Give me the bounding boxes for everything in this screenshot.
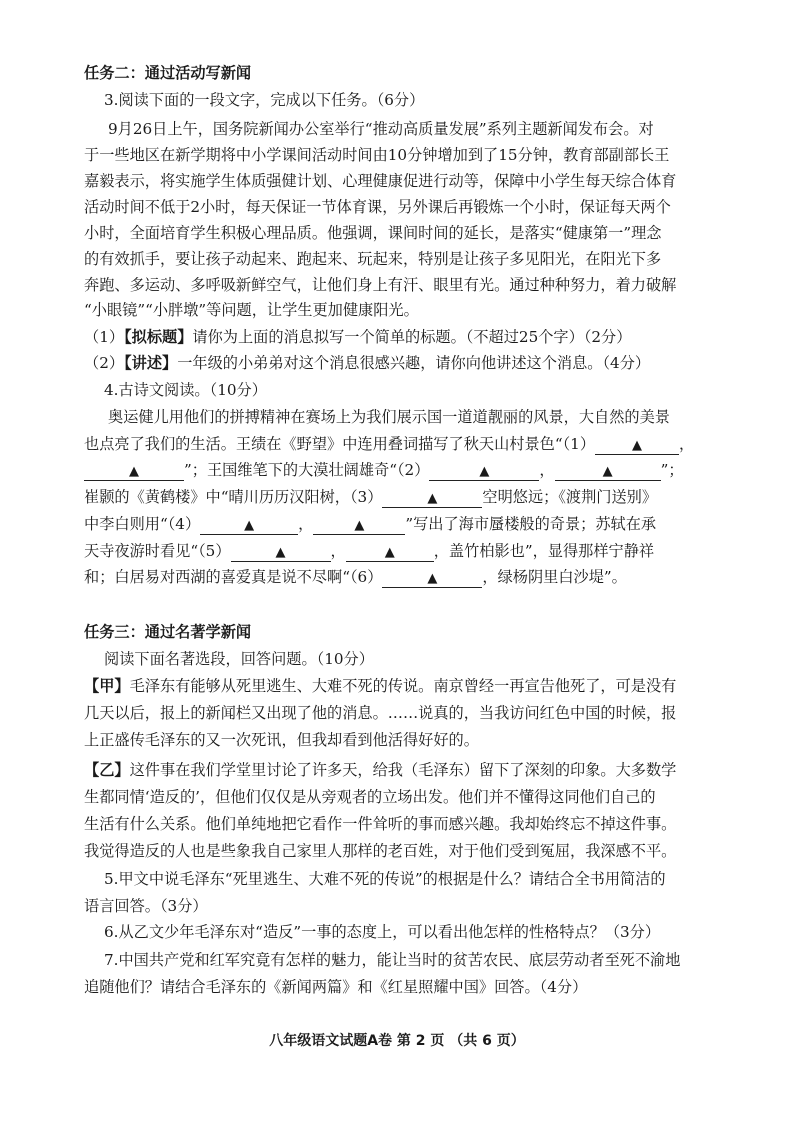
poem-text: ”写出了海市蜃楼般的奇景；苏轼在承	[405, 515, 657, 533]
answer-blank-3[interactable]	[382, 489, 482, 508]
poem-line	[84, 541, 654, 562]
poem-text: ”；	[660, 461, 684, 479]
question-text: 请你为上面的消息拟写一个简单的标题。（不超过25个字）（2分）	[192, 328, 632, 346]
answer-blank-4a[interactable]	[200, 516, 298, 535]
triangle-icon: ▲	[479, 464, 490, 479]
news-line: 的有效抓手，要让孩子动起来、跑起来、玩起来，特别是让孩子多见阳光，在阳光下多	[84, 250, 662, 268]
poem-text: ，盖竹柏影也”，显得那样宁静祥	[433, 542, 655, 560]
news-line: 奔跑、多运动、多呼吸新鲜空气，让他们身上有汗、眼里有光。通过种种努力，着力破解	[84, 276, 677, 294]
poem-text: ，	[679, 435, 695, 453]
poem-text: 也点亮了我们的生活。王绩在《野望》中连用叠词描写了秋天山村景色“（1）	[84, 435, 596, 453]
answer-blank-5a[interactable]	[231, 543, 331, 562]
triangle-icon: ▲	[427, 491, 438, 506]
task3-heading: 任务三：通过名著学新闻	[84, 623, 252, 641]
question-number: （1）	[84, 328, 125, 346]
question-tag: 【讲述】	[124, 354, 178, 372]
answer-blank-6[interactable]	[382, 569, 482, 588]
news-line: 小时，全面培育学生积极心理品质。他强调，课间时间的延长，是落实“健康第一”理念	[84, 224, 662, 242]
task2-heading: 任务二：通过活动写新闻	[84, 64, 252, 82]
passage-yi-line: 生都同情‘造反的’，但他们仅仅是从旁观者的立场出发。他们并不懂得这同他们自己的	[84, 788, 656, 806]
q4-intro: 4.古诗文阅读。（10分）	[104, 381, 267, 399]
answer-blank-2a[interactable]	[429, 462, 539, 481]
passage-yi-line	[84, 760, 676, 780]
answer-blank-4b[interactable]	[313, 516, 405, 535]
passage-jia-line: 上正盛传毛泽东的又一次死讯，但我却看到他活得好好的。	[84, 731, 479, 749]
passage-jia-line: 几天以后，报上的新闻栏又出现了他的消息。……说真的，当我访问红色中国的时候，报	[84, 704, 677, 722]
poem-line	[84, 567, 627, 588]
poem-line	[84, 514, 656, 535]
poem-text: 中李白则用“（4）	[84, 515, 201, 533]
news-line: 活动时间不低于2小时，每天保证一节体育课，另外课后再锻炼一个小时，保证每天两个	[84, 198, 671, 216]
answer-blank-1b[interactable]	[84, 462, 184, 481]
answer-blank-5b[interactable]	[346, 543, 434, 562]
poem-text: 崔颢的《黄鹤楼》中“晴川历历汉阳树，（3）	[84, 488, 383, 506]
triangle-icon: ▲	[129, 464, 139, 479]
triangle-icon: ▲	[384, 545, 395, 560]
poem-line: 奥运健儿用他们的拼搏精神在赛场上为我们展示国一道道靓丽的风景，大自然的美景	[108, 408, 670, 426]
question-3-1	[84, 327, 631, 347]
passage-tag-yi: 【乙】	[84, 761, 130, 779]
passage-yi-line: 生活有什么关系。他们单纯地把它看作一件耸听的事而感兴趣。我却始终忘不掉这件事。	[84, 815, 677, 833]
page-footer: 八年级语文试题A卷 第 2 页 （共 6 页）	[269, 1033, 525, 1049]
poem-line	[84, 460, 684, 481]
poem-text: ，绿杨阴里白沙堤”。	[482, 568, 627, 586]
answer-blank-1a[interactable]	[595, 436, 679, 455]
poem-text: ”；王国维笔下的大漠壮阔雄奇“（2）	[184, 461, 430, 479]
question-3-2	[84, 353, 650, 373]
question-7-cont: 追随他们？请结合毛泽东的《新闻两篇》和《红星照耀中国》回答。（4分）	[84, 978, 588, 996]
triangle-icon: ▲	[427, 571, 438, 586]
passage-text: 这件事在我们学堂里讨论了许多天，给我（毛泽东）留下了深刻的印象。大多数学	[129, 761, 677, 779]
q3-intro: 3.阅读下面的一段文字，完成以下任务。（6分）	[104, 91, 425, 109]
poem-text: ，	[330, 542, 346, 560]
poem-text: 天寺夜游时看见“（5）	[84, 542, 231, 560]
answer-blank-2b[interactable]	[555, 462, 661, 481]
news-line: 于一些地区在新学期将中小学课间活动时间由10分钟增加到了15分钟，教育部副部长王	[84, 146, 670, 164]
task3-intro: 阅读下面名著选段，回答问题。（10分）	[104, 650, 374, 668]
poem-line	[84, 434, 694, 455]
passage-tag-jia: 【甲】	[84, 677, 130, 695]
question-tag: 【拟标题】	[124, 328, 193, 346]
question-5-cont: 语言回答。（3分）	[84, 897, 208, 915]
passage-yi-line: 我觉得造反的人也是些象我自己家里人那样的老百姓，对于他们受到冤屈，我深感不平。	[84, 842, 677, 860]
question-text: 一年级的小弟弟对这个消息很感兴趣，请你向他讲述这个消息。（4分）	[177, 354, 651, 372]
triangle-icon: ▲	[354, 518, 365, 533]
triangle-icon: ▲	[602, 464, 613, 479]
poem-text: 和；白居易对西湖的喜爱真是说不尽啊“（6）	[84, 568, 383, 586]
poem-text: 空明悠远；《渡荆门送别》	[482, 488, 658, 506]
question-7: 7.中国共产党和红军究竟有怎样的魅力，能让当时的贫苦农民、底层劳动者至死不渝地	[104, 951, 681, 969]
question-number: （2）	[84, 354, 125, 372]
question-5: 5.甲文中说毛泽东“死里逃生、大难不死的传说”的根据是什么？请结合全书用简洁的	[104, 870, 666, 888]
poem-text: ，	[298, 515, 314, 533]
triangle-icon: ▲	[244, 518, 255, 533]
passage-jia-line	[84, 676, 676, 696]
question-6: 6.从乙文少年毛泽东对“造反”一事的态度上，可以看出他怎样的性格特点？（3分）	[104, 923, 661, 941]
news-line: 嘉毅表示，将实施学生体质强健计划、心理健康促进行动等，保障中小学生每天综合体育	[84, 172, 677, 190]
triangle-icon: ▲	[632, 438, 643, 453]
poem-text: ，	[539, 461, 555, 479]
passage-text: 毛泽东有能够从死里逃生、大难不死的传说。南京曾经一再宣告他死了，可是没有	[129, 677, 677, 695]
news-line: “小眼镜”“小胖墩”等问题，让学生更加健康阳光。	[84, 301, 419, 319]
poem-line	[84, 487, 657, 508]
news-line: 9月26日上午，国务院新闻办公室举行“推动高质量发展”系列主题新闻发布会。对	[108, 120, 654, 138]
triangle-icon: ▲	[275, 545, 286, 560]
